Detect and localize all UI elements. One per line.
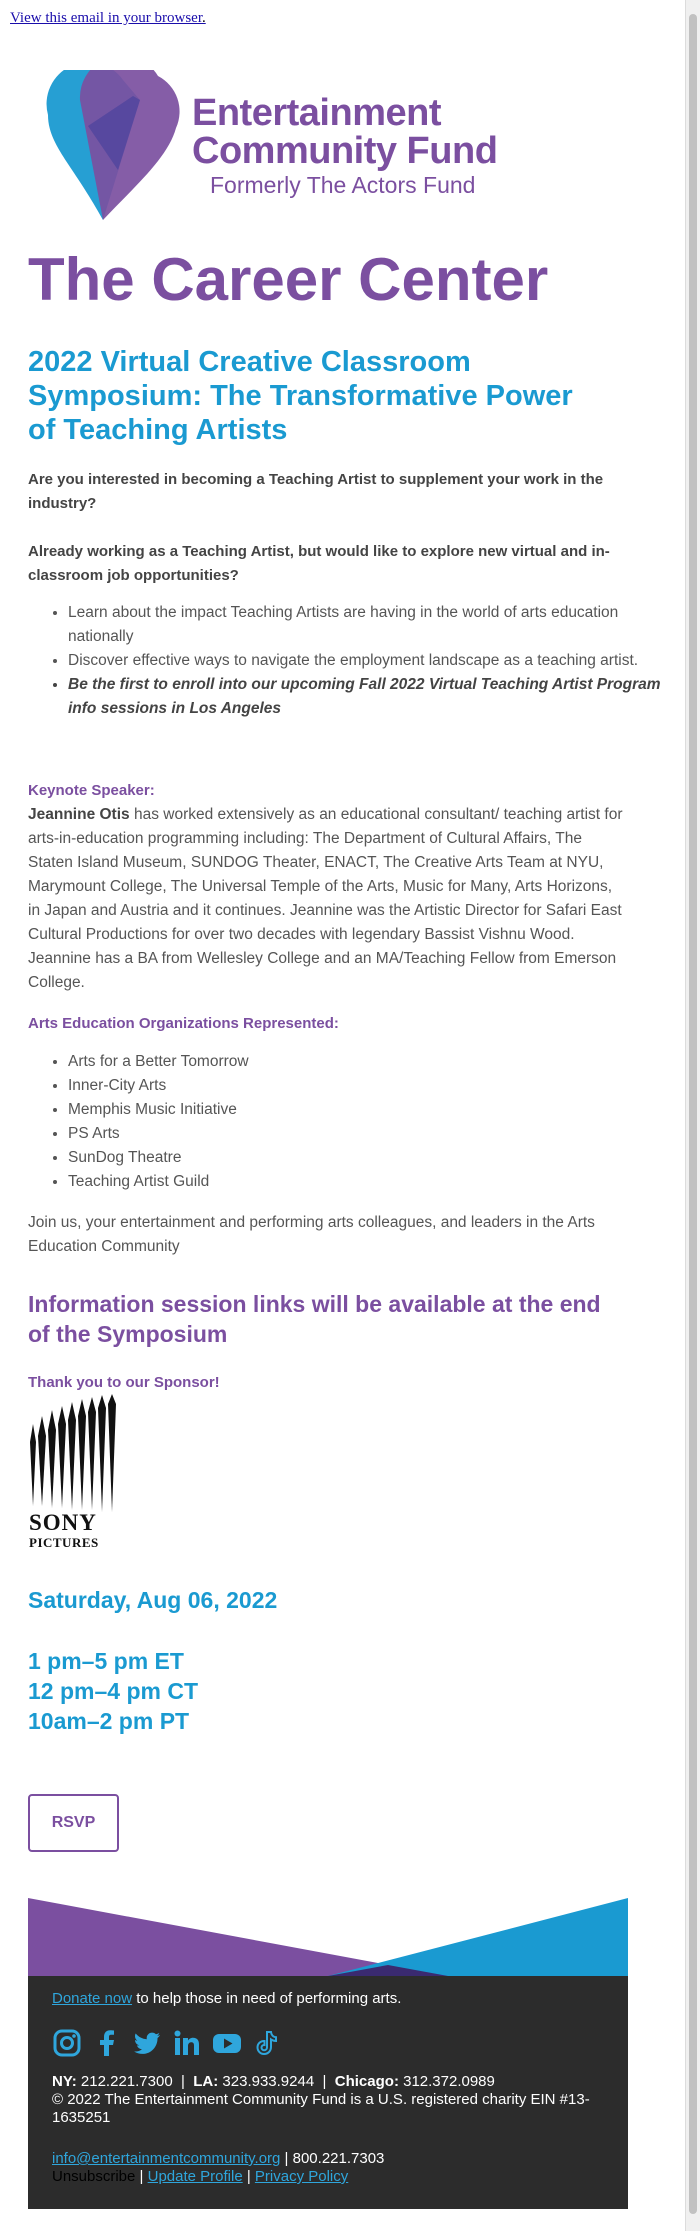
ny-label: NY: (52, 2073, 77, 2090)
event-time-pt: 10am–2 pm PT (28, 1708, 190, 1734)
toll-free-phone: 800.221.7303 (292, 2150, 385, 2167)
privacy-policy-link[interactable]: Privacy Policy (254, 2168, 349, 2185)
orgs-label: Arts Education Organizations Represented: (28, 1015, 339, 1032)
sponsor-label: Thank you to our Sponsor! (28, 1374, 220, 1391)
list-item: • Discover effective ways to navigate the employment landscape as a teaching artist. (68, 649, 668, 673)
update-profile-link[interactable]: Update Profile (147, 2168, 243, 2185)
view-in-browser-text[interactable]: View this email in your browser (10, 10, 202, 26)
instagram-icon[interactable] (52, 2028, 82, 2058)
facebook-icon[interactable] (92, 2028, 122, 2058)
event-title: 2022 Virtual Creative Classroom Symposium: The Transformative Power of Teaching Artists (28, 346, 573, 446)
linkedin-icon[interactable] (172, 2028, 202, 2058)
list-item: • Memphis Music Initiative (68, 1098, 668, 1122)
ny-phone: 212.221.7300 (80, 2073, 173, 2090)
event-time-ct: 12 pm–4 pm CT (28, 1678, 198, 1704)
twitter-icon[interactable] (132, 2028, 162, 2058)
logo-title-line2: Community Fund (192, 130, 498, 172)
keynote-bio (28, 803, 628, 995)
rsvp-button[interactable]: RSVP (28, 1794, 119, 1852)
footer-links: info@entertainmentcommunity.org | 800.221.7303 Unsubscribe | Update Profile | Privacy Policy (52, 2150, 385, 2185)
info-heading: Information session links will be available at the end of the Symposium (28, 1291, 601, 1347)
question-1: Are you interested in becoming a Teaching Artist to supplement your work in the industry? (28, 471, 604, 512)
keynote-name: Jeannine Otis (28, 806, 130, 823)
footer-banner-icon (28, 1898, 628, 1978)
tiktok-icon[interactable] (252, 2028, 282, 2058)
la-phone: 323.933.9244 (222, 2073, 315, 2090)
donate-text: to help those in need of performing arts. (132, 1990, 402, 2007)
chicago-phone: 312.372.0989 (403, 2073, 495, 2090)
contact-info: NY: 212.221.7300 | LA: 323.933.9244 | Chicago: 312.372.0989 © 2022 The Entertainment Community Fund is a U.S. registered charity EIN #13-1635251 (52, 2073, 590, 2126)
social-links (52, 2028, 282, 2058)
view-in-browser-period: . (201, 10, 206, 26)
copyright-text: © 2022 The Entertainment Community Fund is a U.S. registered charity EIN #13-1635251 (52, 2091, 590, 2126)
question-2: Already working as a Teaching Artist, but would like to explore new virtual and in-classroom job opportunities? (28, 543, 610, 584)
benefits-list (28, 601, 668, 721)
youtube-icon[interactable] (212, 2028, 242, 2058)
view-in-browser-link[interactable] (10, 10, 206, 27)
sponsor-name: SONY (29, 1510, 97, 1535)
scrollbar-thumb[interactable] (689, 14, 697, 2214)
list-item: • Learn about the impact Teaching Artists are having in the world of arts education nationally (68, 601, 668, 649)
keynote-bio-text: has worked extensively as an educational consultant/ teaching artist for arts-in-education programming including: The Department of Cultural Affairs, The Staten Island Museum, SUNDOG Theater, ENACT, The Creative Arts Team at NYU, Marymount College, The Universal Temple of the Arts, Music for Many, Arts Horizons, in Japan and Austria and it continues. Jeannine was the Artistic Director for Safari East Cultural Productions for over two decades with legendary Bassist Vishnu Wood. Jeannine has a BA from Wellesley College and an MA/Teaching Fellow from Emerson College. (28, 806, 623, 991)
logo-title-line1: Entertainment (192, 92, 441, 134)
keynote-label: Keynote Speaker: (28, 782, 155, 799)
donate-link[interactable]: Donate now (52, 1990, 133, 2007)
list-item: • SunDog Theatre (68, 1146, 668, 1170)
sponsor-sub: PICTURES (29, 1535, 99, 1550)
list-item: • Teaching Artist Guild (68, 1170, 668, 1194)
join-text: Join us, your entertainment and performing arts colleagues, and leaders in the Arts Education Community (28, 1214, 595, 1255)
la-label: LA: (193, 2073, 219, 2090)
list-item: • Be the first to enroll into our upcoming Fall 2022 Virtual Teaching Artist Program info sessions in Los Angeles (68, 673, 668, 721)
chicago-label: Chicago: (334, 2073, 399, 2090)
list-item: • PS Arts (68, 1122, 668, 1146)
list-item: • Inner-City Arts (68, 1074, 668, 1098)
orgs-list (28, 1050, 668, 1194)
logo-subtitle: Formerly The Actors Fund (210, 172, 476, 198)
event-date: Saturday, Aug 06, 2022 (28, 1587, 278, 1613)
unsubscribe-link[interactable]: Unsubscribe (52, 2168, 136, 2185)
donate-line (52, 1990, 401, 2007)
email-link[interactable]: info@entertainmentcommunity.org (52, 2150, 281, 2167)
scrollbar[interactable] (685, 0, 700, 2231)
hero-title: The Career Center (28, 246, 549, 313)
event-time-et: 1 pm–5 pm ET (28, 1648, 184, 1674)
list-item: • Arts for a Better Tomorrow (68, 1050, 668, 1074)
